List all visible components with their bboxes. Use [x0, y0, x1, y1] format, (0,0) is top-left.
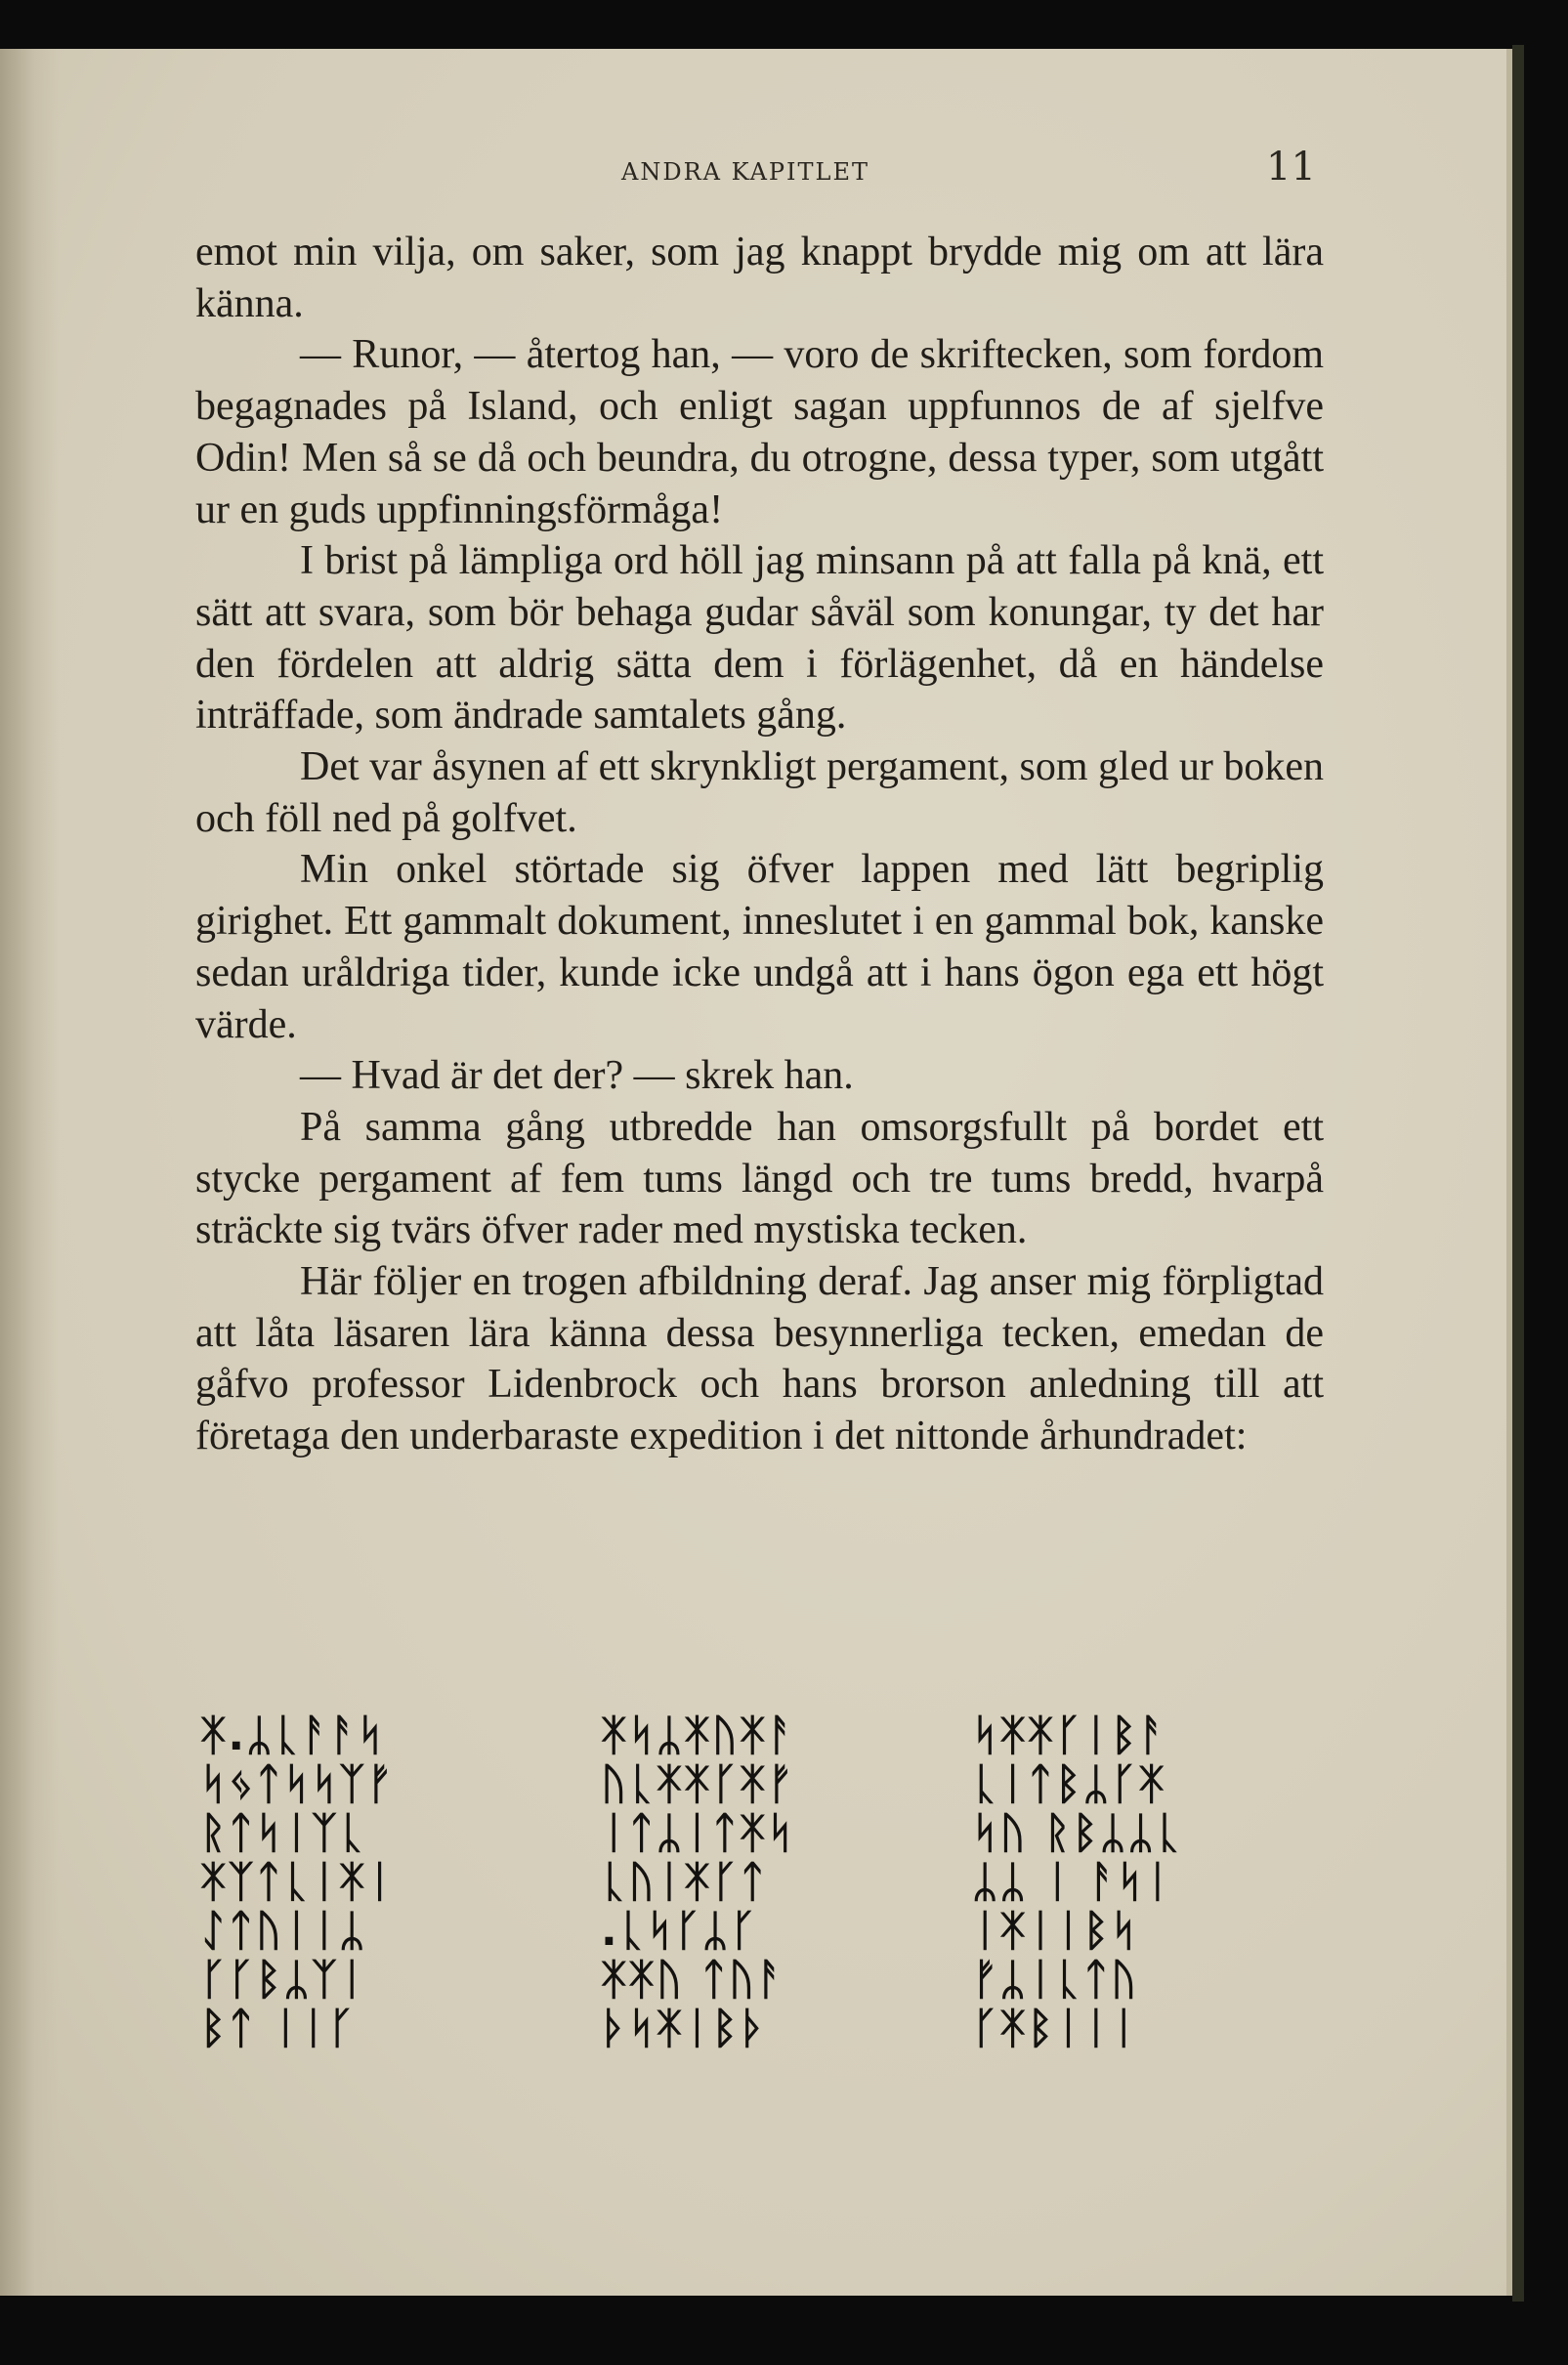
paragraph: Det var åsynen af ett skrynkligt pergament, som gled ur boken och föll ned på golfvet.: [195, 744, 1324, 841]
rune-line: ᚴᛡᛒᛁᛁᛁ: [972, 2004, 1139, 2053]
rune-line: ᛡᛋᛦᛡᚢᛡᚨ: [601, 1710, 795, 1760]
page-edge-right: [1512, 45, 1524, 2302]
paragraph: I brist på lämpliga ord höll jag minsann på att falla på knä, ett sätt att svara, som bör behaga gudar såväl som konungar, ty det har den fördelen att aldrig sätta dem i förlägenhet, då en händelse inträffade, som ändrade samtalets gång.: [195, 538, 1324, 739]
rune-line: ᛋᛃᛏᛋᛋᛉᚠ: [200, 1759, 395, 1809]
rune-line: ᛁᛡᛁᛁᛒᛋ: [972, 1906, 1139, 1956]
paragraph: — Runor, — återtog han, — voro de skriftecken, som fordom begagnades på Island, och enligt sagan uppfunnos de af sjelfve Odin! Men så se då och beundra, du otrogne, dessa typer, som utgått ur en guds uppfinningsförmåga!: [195, 332, 1324, 532]
rune-line: ᛋᛡᛡᚴᛁᛒᚨ: [972, 1710, 1166, 1760]
paragraph: Min onkel störtade sig öfver lappen med lätt begriplig girighet. Ett gammalt dokument, inneslutet i en gammal bok, kanske sedan uråldriga tider, kunde icke undgå att i hans ögon ega ett högt värde.: [195, 847, 1324, 1047]
rune-line: ᛋᚢ ᚱᛒᛦᛦᚳ: [972, 1808, 1184, 1858]
rune-line: ᛡᛡᚢ ᛏᚢᚨ: [601, 1955, 784, 2005]
rune-line: ᚴᚴᛒᛦᛉᛁ: [200, 1955, 367, 2005]
paragraph: emot min vilja, om saker, som jag knappt brydde mig om att lära känna.: [195, 230, 1324, 326]
runic-inscription: [200, 1711, 1324, 2053]
rune-column: [972, 1711, 1324, 2053]
rune-line: ᛦᛦ ᛁ ᚨᛋᛁ: [972, 1857, 1173, 1907]
rune-line: ᚠᛦᛁᚳᛏᚢ: [972, 1955, 1139, 2005]
rune-line: ᛡᛉᛏᚳᛁᛡᛁ: [200, 1857, 395, 1907]
rune-line: ᚱᛏᛋᛁᛉᚳ: [200, 1808, 367, 1858]
rune-line: ᚦᛋᛡᛁᛒᚦ: [601, 2004, 768, 2053]
rune-column: [601, 1711, 972, 2053]
running-head: ANDRA KAPITLET: [621, 158, 869, 186]
rune-line: ᚳᚢᛁᛡᚴᛏ: [601, 1857, 768, 1907]
page-number: 11: [1266, 145, 1316, 190]
paragraph: — Hvad är det der? — skrek han.: [300, 1053, 854, 1099]
page-header: [0, 145, 1512, 193]
paragraph: På samma gång utbredde han omsorgsfullt på bordet ett stycke pergament af fem tums längd och tre tums bredd, hvarpå sträckte sig tvärs öfver rader med mystiska tecken.: [195, 1104, 1324, 1253]
rune-line: ᛡ.ᛦᚳᚨᚨᛋ: [200, 1710, 386, 1760]
rune-line: ᛒᛏ ᛁᛁᚴ: [200, 2004, 357, 2053]
rune-line: ᚳᛁᛏᛒᛦᚴᛡ: [972, 1759, 1166, 1809]
rune-line: ᚢᚳᛡᛡᚴᛡᚠ: [601, 1759, 795, 1809]
rune-line: ᛇᛏᚢᛁᛁᛦ: [200, 1906, 367, 1956]
body-text: [195, 227, 1324, 1462]
rune-line: .ᚳᛋᚴᛦᚴ: [601, 1906, 758, 1956]
rune-line: ᛁᛏᛦᛁᛏᛡᛋ: [601, 1808, 795, 1858]
page-gutter-shadow: [0, 49, 59, 2296]
rune-column: [200, 1711, 601, 2053]
paragraph: Här följer en trogen afbildning deraf. Jag anser mig förpligtad att låta läsaren lära känna dessa besynnerliga tecken, emedan de gåfvo professor Lidenbrock och hans brorson anledning till att företaga den underbaraste expedition i det nittonde århundradet:: [195, 1259, 1324, 1459]
